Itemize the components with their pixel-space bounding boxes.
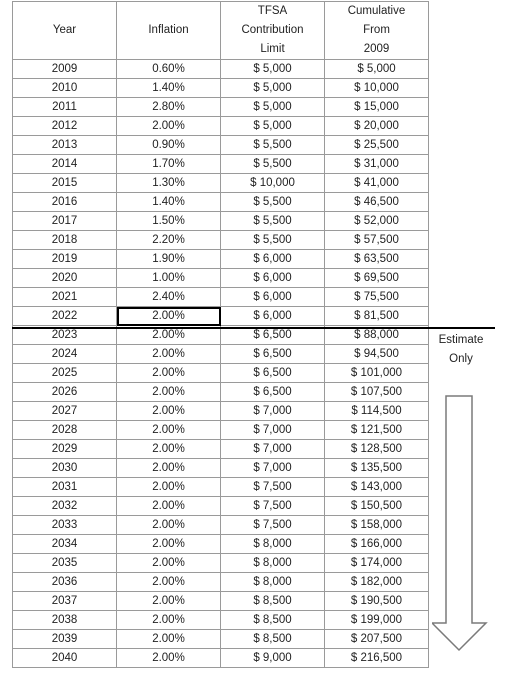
cell-cumulative[interactable]: $ 174,000 [325,554,429,573]
header-cumulative-line-2: From [363,24,390,36]
cell-tfsa-limit[interactable]: $ 5,500 [221,231,325,250]
header-cumulative-line-1: Cumulative [347,5,406,17]
table-row [13,649,429,668]
cell-cumulative[interactable]: $ 52,000 [325,212,429,231]
cell-tfsa-limit[interactable]: $ 7,500 [221,497,325,516]
cell-inflation[interactable]: 2.00% [117,554,221,573]
cell-inflation[interactable]: 1.40% [117,193,221,212]
table-row [13,573,429,592]
cell-tfsa-limit[interactable]: $ 5,000 [221,79,325,98]
cell-inflation[interactable]: 2.40% [117,288,221,307]
cell-cumulative[interactable]: $ 20,000 [325,117,429,136]
cell-tfsa-limit[interactable]: $ 8,500 [221,611,325,630]
cell-cumulative[interactable]: $ 5,000 [325,60,429,79]
table-row [13,98,429,117]
cell-inflation[interactable]: 1.70% [117,155,221,174]
cell-inflation[interactable]: 2.00% [117,592,221,611]
cell-tfsa-limit[interactable]: $ 6,500 [221,345,325,364]
cell-cumulative[interactable]: $ 150,500 [325,497,429,516]
cell-year[interactable]: 2038 [13,611,117,630]
cell-inflation[interactable]: 2.00% [117,478,221,497]
cell-cumulative[interactable]: $ 158,000 [325,516,429,535]
cell-cumulative[interactable]: $ 15,000 [325,98,429,117]
header-tfsa-line-3: Limit [260,43,285,55]
cell-cumulative[interactable]: $ 207,500 [325,630,429,649]
cell-cumulative[interactable]: $ 135,500 [325,459,429,478]
cell-year[interactable]: 2016 [13,193,117,212]
cell-year[interactable]: 2009 [13,60,117,79]
cell-inflation[interactable]: 2.00% [117,383,221,402]
cell-cumulative[interactable]: $ 166,000 [325,535,429,554]
cell-cumulative[interactable]: $ 101,000 [325,364,429,383]
cell-tfsa-limit[interactable]: $ 6,500 [221,383,325,402]
cell-cumulative[interactable]: $ 94,500 [325,345,429,364]
cell-year[interactable]: 2014 [13,155,117,174]
cell-inflation[interactable]: 2.20% [117,231,221,250]
cell-year[interactable]: 2012 [13,117,117,136]
table-row [13,60,429,79]
cell-year[interactable]: 2015 [13,174,117,193]
cell-year[interactable]: 2019 [13,250,117,269]
down-arrow-icon [432,395,488,653]
cell-inflation[interactable]: 2.00% [117,117,221,136]
cell-tfsa-limit[interactable]: $ 6,000 [221,307,325,326]
header-row [13,2,429,60]
table-row [13,592,429,611]
cell-year[interactable]: 2024 [13,345,117,364]
cell-year[interactable]: 2033 [13,516,117,535]
cell-inflation[interactable]: 2.00% [117,516,221,535]
header-inflation[interactable]: Inflation [117,2,221,60]
cell-tfsa-limit[interactable]: $ 5,500 [221,155,325,174]
cell-inflation[interactable]: 2.00% [117,649,221,668]
cell-year[interactable]: 2039 [13,630,117,649]
table-row [13,630,429,649]
table-row [13,421,429,440]
table-row [13,250,429,269]
cell-inflation[interactable]: 2.00% [117,630,221,649]
cell-cumulative[interactable]: $ 41,000 [325,174,429,193]
table-row [13,117,429,136]
table-row [13,516,429,535]
table-row [13,402,429,421]
header-tfsa-line-1: TFSA [257,5,288,17]
table-row [13,155,429,174]
estimate-note-line-1: Estimate [438,334,484,346]
cell-cumulative[interactable]: $ 121,500 [325,421,429,440]
cell-inflation[interactable]: 2.00% [117,535,221,554]
cell-year[interactable]: 2036 [13,573,117,592]
cell-tfsa-limit[interactable]: $ 5,500 [221,136,325,155]
cell-year[interactable]: 2022 [13,307,117,326]
table-row [13,79,429,98]
cell-inflation[interactable]: 2.00% [117,402,221,421]
cell-year[interactable]: 2023 [13,326,117,345]
cell-tfsa-limit[interactable]: $ 7,000 [221,459,325,478]
table-row [13,288,429,307]
cell-inflation[interactable]: 0.90% [117,136,221,155]
cell-cumulative[interactable]: $ 46,500 [325,193,429,212]
header-year[interactable]: Year [13,2,117,60]
cell-year[interactable]: 2020 [13,269,117,288]
cell-tfsa-limit[interactable]: $ 6,500 [221,326,325,345]
cell-cumulative[interactable]: $ 216,500 [325,649,429,668]
cell-year[interactable]: 2018 [13,231,117,250]
header-tfsa-line-2: Contribution [241,24,304,36]
estimate-note [428,331,494,369]
cell-tfsa-limit[interactable]: $ 8,000 [221,554,325,573]
cell-inflation[interactable]: 2.00% [117,497,221,516]
table-row [13,212,429,231]
cell-tfsa-limit[interactable]: $ 8,500 [221,592,325,611]
cell-tfsa-limit[interactable]: $ 7,000 [221,440,325,459]
cell-cumulative[interactable]: $ 88,000 [325,326,429,345]
cell-year[interactable]: 2017 [13,212,117,231]
tfsa-table [12,1,429,668]
cell-inflation[interactable]: 2.80% [117,98,221,117]
table-row [13,174,429,193]
cell-year[interactable]: 2029 [13,440,117,459]
cell-inflation[interactable]: 2.00% [117,459,221,478]
cell-inflation[interactable]: 1.30% [117,174,221,193]
table-row [13,231,429,250]
cell-inflation[interactable]: 2.00% [117,440,221,459]
cell-year[interactable]: 2026 [13,383,117,402]
cell-cumulative[interactable]: $ 128,500 [325,440,429,459]
cell-cumulative[interactable]: $ 143,000 [325,478,429,497]
cell-year[interactable]: 2028 [13,421,117,440]
table-row [13,440,429,459]
table-row [13,307,429,326]
cell-tfsa-limit[interactable]: $ 5,000 [221,60,325,79]
cell-tfsa-limit[interactable]: $ 5,500 [221,193,325,212]
table-row [13,554,429,573]
cell-inflation[interactable]: 1.90% [117,250,221,269]
cell-cumulative[interactable]: $ 75,500 [325,288,429,307]
cell-year[interactable]: 2011 [13,98,117,117]
cell-tfsa-limit[interactable]: $ 9,000 [221,649,325,668]
cell-inflation[interactable]: 1.50% [117,212,221,231]
cell-year[interactable]: 2030 [13,459,117,478]
cell-cumulative[interactable]: $ 182,000 [325,573,429,592]
header-cumulative-line-3: 2009 [363,43,390,55]
cell-tfsa-limit[interactable]: $ 5,500 [221,212,325,231]
cell-cumulative[interactable]: $ 25,500 [325,136,429,155]
cell-year[interactable]: 2034 [13,535,117,554]
table-row [13,611,429,630]
table-row [13,478,429,497]
cell-tfsa-limit[interactable]: $ 7,500 [221,516,325,535]
cell-tfsa-limit[interactable]: $ 5,000 [221,98,325,117]
cell-cumulative[interactable]: $ 63,500 [325,250,429,269]
cell-inflation[interactable]: 2.00% [117,307,221,326]
cell-tfsa-limit[interactable]: $ 6,000 [221,288,325,307]
estimate-note-line-2: Only [449,353,473,365]
cell-year[interactable]: 2032 [13,497,117,516]
cell-cumulative[interactable]: $ 57,500 [325,231,429,250]
table-row [13,193,429,212]
cell-inflation[interactable]: 2.00% [117,573,221,592]
table-row [13,364,429,383]
table-row [13,459,429,478]
cell-tfsa-limit[interactable]: $ 7,500 [221,478,325,497]
cell-inflation[interactable]: 2.00% [117,611,221,630]
cell-year[interactable]: 2040 [13,649,117,668]
cell-year[interactable]: 2021 [13,288,117,307]
cell-cumulative[interactable]: $ 31,000 [325,155,429,174]
cell-cumulative[interactable]: $ 81,500 [325,307,429,326]
cell-tfsa-limit[interactable]: $ 6,000 [221,269,325,288]
cell-year[interactable]: 2037 [13,592,117,611]
cell-inflation[interactable]: 1.40% [117,79,221,98]
cell-tfsa-limit[interactable]: $ 6,500 [221,364,325,383]
cell-inflation[interactable]: 2.00% [117,326,221,345]
cell-tfsa-limit[interactable]: $ 8,000 [221,573,325,592]
cell-cumulative[interactable]: $ 107,500 [325,383,429,402]
cell-tfsa-limit[interactable]: $ 8,500 [221,630,325,649]
cell-cumulative[interactable]: $ 69,500 [325,269,429,288]
cell-tfsa-limit[interactable]: $ 10,000 [221,174,325,193]
table-row [13,497,429,516]
table-row [13,345,429,364]
cell-cumulative[interactable]: $ 114,500 [325,402,429,421]
cell-year[interactable]: 2013 [13,136,117,155]
cell-year[interactable]: 2031 [13,478,117,497]
table-row [13,383,429,402]
cell-inflation[interactable]: 0.60% [117,60,221,79]
cell-year[interactable]: 2035 [13,554,117,573]
header-tfsa-limit[interactable] [221,2,325,60]
table-row [13,535,429,554]
cell-inflation[interactable]: 2.00% [117,345,221,364]
table-row [13,269,429,288]
cell-cumulative[interactable]: $ 190,500 [325,592,429,611]
cell-tfsa-limit[interactable]: $ 6,000 [221,250,325,269]
cell-year[interactable]: 2027 [13,402,117,421]
cell-inflation[interactable]: 2.00% [117,421,221,440]
table-row [13,136,429,155]
header-cumulative[interactable] [325,2,429,60]
cell-year[interactable]: 2010 [13,79,117,98]
cell-tfsa-limit[interactable]: $ 7,000 [221,421,325,440]
cell-tfsa-limit[interactable]: $ 8,000 [221,535,325,554]
estimate-divider-line [12,327,495,329]
cell-inflation[interactable]: 2.00% [117,364,221,383]
cell-inflation[interactable]: 1.00% [117,269,221,288]
cell-cumulative[interactable]: $ 199,000 [325,611,429,630]
cell-tfsa-limit[interactable]: $ 5,000 [221,117,325,136]
cell-year[interactable]: 2025 [13,364,117,383]
cell-cumulative[interactable]: $ 10,000 [325,79,429,98]
cell-tfsa-limit[interactable]: $ 7,000 [221,402,325,421]
